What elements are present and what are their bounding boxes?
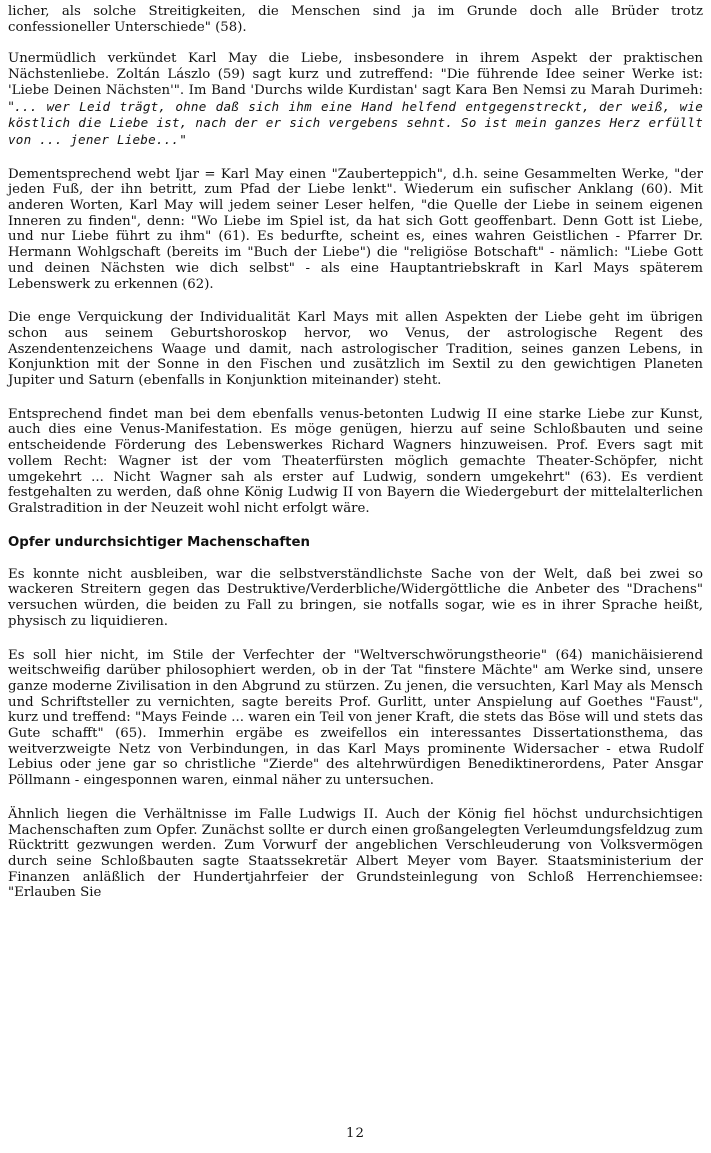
paragraph-5: Entsprechend findet man bei dem ebenfalls venus-betonten Ludwig II eine starke Liebe zur Kunst, auch dies eine Venus-Manifestation. Es möge genügen, hierzu auf seine Schloßbauten und seine entscheidende Förderung des Lebenswerkes Richard Wagners hinzuweisen. Prof. Evers sagt mit vollem Recht: Wagner ist der vom Theaterfürsten möglich gemachte Theater-Schöpfer, nicht umgekehrt ... Nicht Wagner sah als erster auf Ludwig, sondern umgekehrt" (63). Es verdient festgehalten zu werden, daß ohne König Ludwig II von Bayern die Wiedergeburt der mittelalterlichen Gralstradition in der Neuzeit wohl nicht erfolgt wäre. xyxy=(8,406,703,516)
paragraph-1: licher, als solche Streitigkeiten, die Menschen sind ja im Grunde doch alle Brüder trotz confessioneller Unterschiede" (58). xyxy=(8,4,703,35)
paragraph-3: Dementsprechend webt Ijar = Karl May einen "Zauberteppich", d.h. seine Gesammelten Werke, "der jeden Fuß, der ihn betritt, zum Pfad der Liebe lenkt". Wiederum ein sufischer Anklang (60). Mit anderen Worten, Karl May will jedem seiner Leser helfen, "die Quelle der Liebe in seinem eigenen Inneren zu finden", denn: "Wo Liebe im Spiel ist, da hat sich Gott geoffenbart. Denn Gott ist Liebe, und nur Liebe führt zu ihm" (61). Es bedurfte, scheint es, eines wahren Geistlichen - Pfarrer Dr. Hermann Wohlgschaft (bereits im "Buch der Liebe") die "religiöse Botschaft" - nämlich: "Liebe Gott und deinen Nächsten wie dich selbst" - als eine Hauptantriebskraft in Karl Mays späterem Lebenswerk zu erkennen (62). xyxy=(8,166,703,292)
section-heading: Opfer undurchsichtiger Machenschaften xyxy=(8,534,310,550)
section-paragraph-1: Es konnte nicht ausbleiben, war die selbstverständlichste Sache von der Welt, daß bei zwei so wackeren Streitern gegen das Destruktive/Verderbliche/Widergöttliche die Anbeter des "Drachens" versuchen würden, die beiden zu Fall zu bringen, sie notfalls sogar, wie es in ihrer Sprache heißt, physisch zu liquidieren. xyxy=(8,566,703,629)
section-paragraph-2: Es soll hier nicht, im Stile der Verfechter der "Weltverschwörungstheorie" (64) manichäisierend weitschweifig darüber philosophiert werden, ob in der Tat "finstere Mächte" am Werke sind, unsere ganze moderne Zivilisation in den Abgrund zu stürzen. Zu jenen, die versuchten, Karl May als Mensch und Schriftsteller zu vernichten, sagte bereits Prof. Gurlitt, unter Anspielung auf Goethes "Faust", kurz und treffend: "Mays Feinde ... waren ein Teil von jener Kraft, die stets das Böse will und stets das Gute schafft" (65). Immerhin ergäbe es zweifellos ein interessantes Dissertationsthema, das weitverzweigte Netz von Verbindungen, in das Karl Mays prominente Widersacher - etwa Rudolf Lebius oder jene gar so christliche "Zierde" des altehrwürdigen Benediktinerordens, Pater Ansgar Pöllmann - eingesponnen waren, einmal näher zu untersuchen. xyxy=(8,647,703,789)
section-paragraph-3: Ähnlich liegen die Verhältnisse im Falle Ludwigs II. Auch der König fiel höchst undurchsichtigen Machenschaften zum Opfer. Zunächst sollte er durch einen großangelegten Verleumdungsfeldzug zum Rücktritt gezwungen werden. Zum Vorwurf der angeblichen Verschleuderung von Volksvermögen durch seine Schloßbauten sagte Staatssekretär Albert Meyer vom Bayer. Staatsministerium der Finanzen anläßlich der Hundertjahrfeier der Grundsteinlegung von Schloß Herrenchiemsee: "Erlauben Sie xyxy=(8,806,703,901)
paragraph-2-text: Unermüdlich verkündet Karl May die Liebe, insbesondere in ihrem Aspekt der praktischen Nächstenliebe. Zoltán Lászlo (59) sagt kurz und zutreffend: "Die führende Idee seiner Werke ist: 'Liebe Deinen Nächsten'". Im Band 'Durchs wilde Kurdistan' sagt Kara Ben Nemsi zu Marah Durimeh: " xyxy=(8,51,703,115)
paragraph-4: Die enge Verquickung der Individualität Karl Mays mit allen Aspekten der Liebe geht im übrigen schon aus seinem Geburtshoroskop hervor, wo Venus, der astrologische Regent des Aszendentenzeichens Waage und damit, nach astrologischer Tradition, seines ganzen Lebens, in Konjunktion mit der Sonne in den Fischen und zusätzlich im Sextil zu den gewichtigen Planeten Jupiter und Saturn (ebenfalls in Konjunktion miteinander) steht. xyxy=(8,310,703,389)
paragraph-2 xyxy=(8,51,703,148)
page-number: 12 xyxy=(346,1126,365,1141)
typewriter-quote: ... wer Leid trägt, ohne daß sich ihm eine Hand helfend entgegenstreckt, der weiß, wie köstlich die Liebe ist, nach der er sich vergebens sehnt. So ist mein ganzes Herz erfüllt von ... jener Liebe..." xyxy=(8,98,703,147)
